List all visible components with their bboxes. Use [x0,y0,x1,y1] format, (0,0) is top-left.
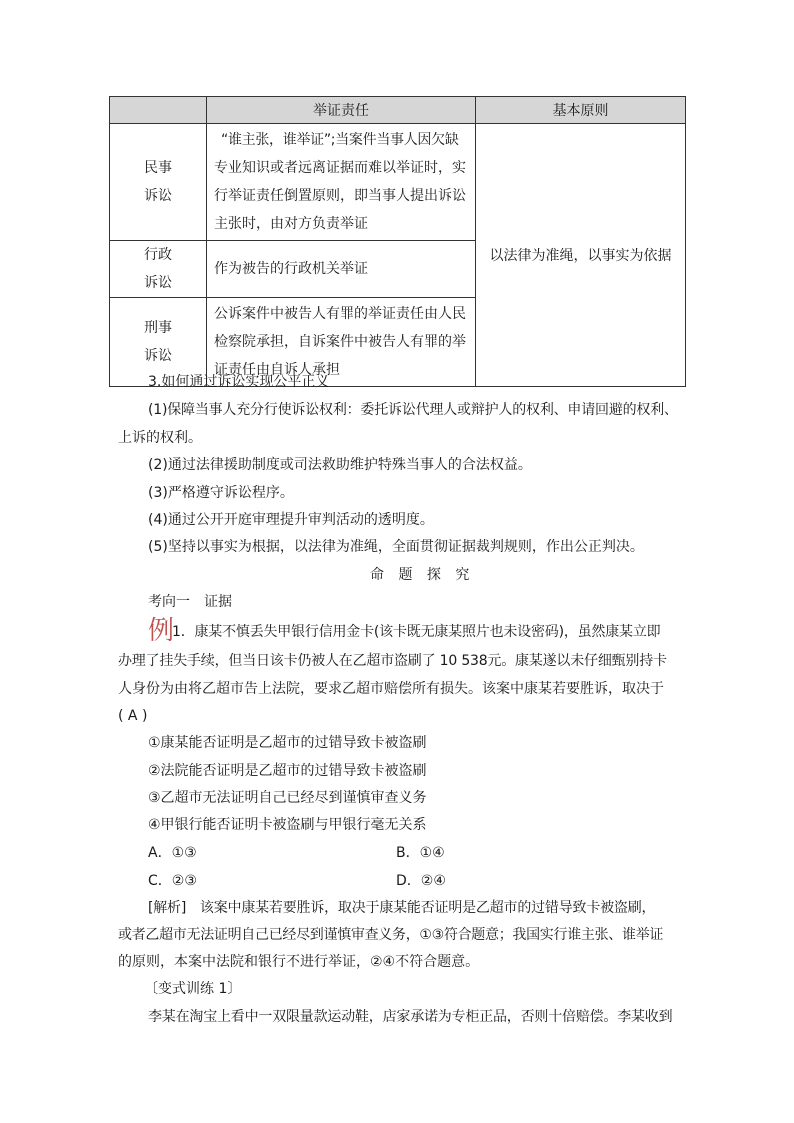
row-label-administrative [110,241,207,298]
variant-line: 李某在淘宝上看中一双限量款运动鞋，店家承诺为专柜正品，否则十倍赔偿。李某收到 [148,1009,673,1025]
row-label-line: 诉讼 [144,188,172,204]
answer-marker: ( A ) [118,708,148,724]
analysis-line: 的原则，本案中法院和银行不进行举证，②④不符合题意。 [118,954,480,970]
analysis-line: [解析] 该案中康某若要胜诉，取决于康某能否证明是乙超市的过错导致卡被盗刷， [148,900,656,916]
row-label-line: 民事 [144,160,172,176]
question-line: 1．康某不慎丢失甲银行信用金卡(该卡既无康某照片也未设密码)，虽然康某立即 [172,624,661,640]
inquiry-heading: 命 题 探 究 [370,567,475,583]
cell-line: 检察院承担，自诉案件中被告人有罪的举 [214,334,466,350]
principle-cell: 以法律为准绳，以事实为依据 [476,124,686,387]
variant-label: 〔变式训练 1〕 [144,981,242,997]
table-header-burden: 举证责任 [207,97,476,124]
paragraph-line: (1)保障当事人充分行使诉讼权利：委托诉讼代理人或辩护人的权利、申请回避的权利、 [148,402,678,418]
statement-item: ①康某能否证明是乙超市的过错导致卡被盗刷 [148,735,427,751]
litigation-table [109,96,686,387]
cell-line: 公诉案件中被告人有罪的举证责任由人民 [214,306,466,322]
cell-line: 证责任由自诉人承担 [214,362,340,378]
cell-line: “谁主张，谁举证”;当案件当事人因欠缺 [221,132,459,148]
paragraph-line: 上诉的权利。 [118,430,202,446]
statement-item: ④甲银行能否证明卡被盗刷与甲银行毫无关系 [148,817,427,833]
row-label-line: 行政 [144,247,172,263]
table-row [110,124,686,241]
cell-line: 专业知识或者远离证据而难以举证时，实 [214,160,466,176]
cell-line: 行举证责任倒置原则，即当事人提出诉讼 [214,188,466,204]
statement-item: ③乙超市无法证明自己已经尽到谨慎审查义务 [148,790,427,806]
row-label-line: 诉讼 [144,275,172,291]
question-line: 人身份为由将乙超市告上法院，要求乙超市赔偿所有损失。该案中康某若要胜诉，取决于 [118,681,664,697]
cell-line: 作为被告的行政机关举证 [214,261,368,277]
statement-item: ②法院能否证明是乙超市的过错导致卡被盗刷 [148,763,427,779]
option-c: C．②③ [148,873,197,889]
row-label-line: 诉讼 [144,348,172,364]
row-label-line: 刑事 [144,320,172,336]
burden-cell-civil [207,124,476,241]
option-a: A．①③ [148,845,197,861]
section-title: 3.如何通过诉讼实现公平正义 [148,374,330,390]
burden-cell-administrative [207,241,476,298]
direction-label: 考向一 证据 [148,594,232,610]
row-label-civil [110,124,207,241]
analysis-line: 或者乙超市无法证明自己已经尽到谨慎审查义务，①③符合题意；我国实行谁主张、谁举证 [118,927,664,943]
example-mark: 例 [148,616,175,646]
paragraph-line: (2)通过法律援助制度或司法救助维护特殊当事人的合法权益。 [148,457,532,473]
paragraph-line: (4)通过公开开庭审理提升审判活动的透明度。 [148,512,434,528]
paragraph-line: (5)坚持以事实为根据，以法律为准绳，全面贯彻证据裁判规则，作出公正判决。 [148,539,644,555]
question-line: 办理了挂失手续，但当日该卡仍被人在乙超市盗刷了 10 538元。康某遂以未仔细甄别持卡 [118,653,667,669]
cell-line: 主张时，由对方负责举证 [214,216,368,232]
table-header-empty [110,97,207,124]
option-b: B．①④ [396,845,445,861]
option-d: D．②④ [396,873,446,889]
table-header-principle: 基本原则 [476,97,686,124]
paragraph-line: (3)严格遵守诉讼程序。 [148,485,294,501]
table-header-row [110,97,686,124]
